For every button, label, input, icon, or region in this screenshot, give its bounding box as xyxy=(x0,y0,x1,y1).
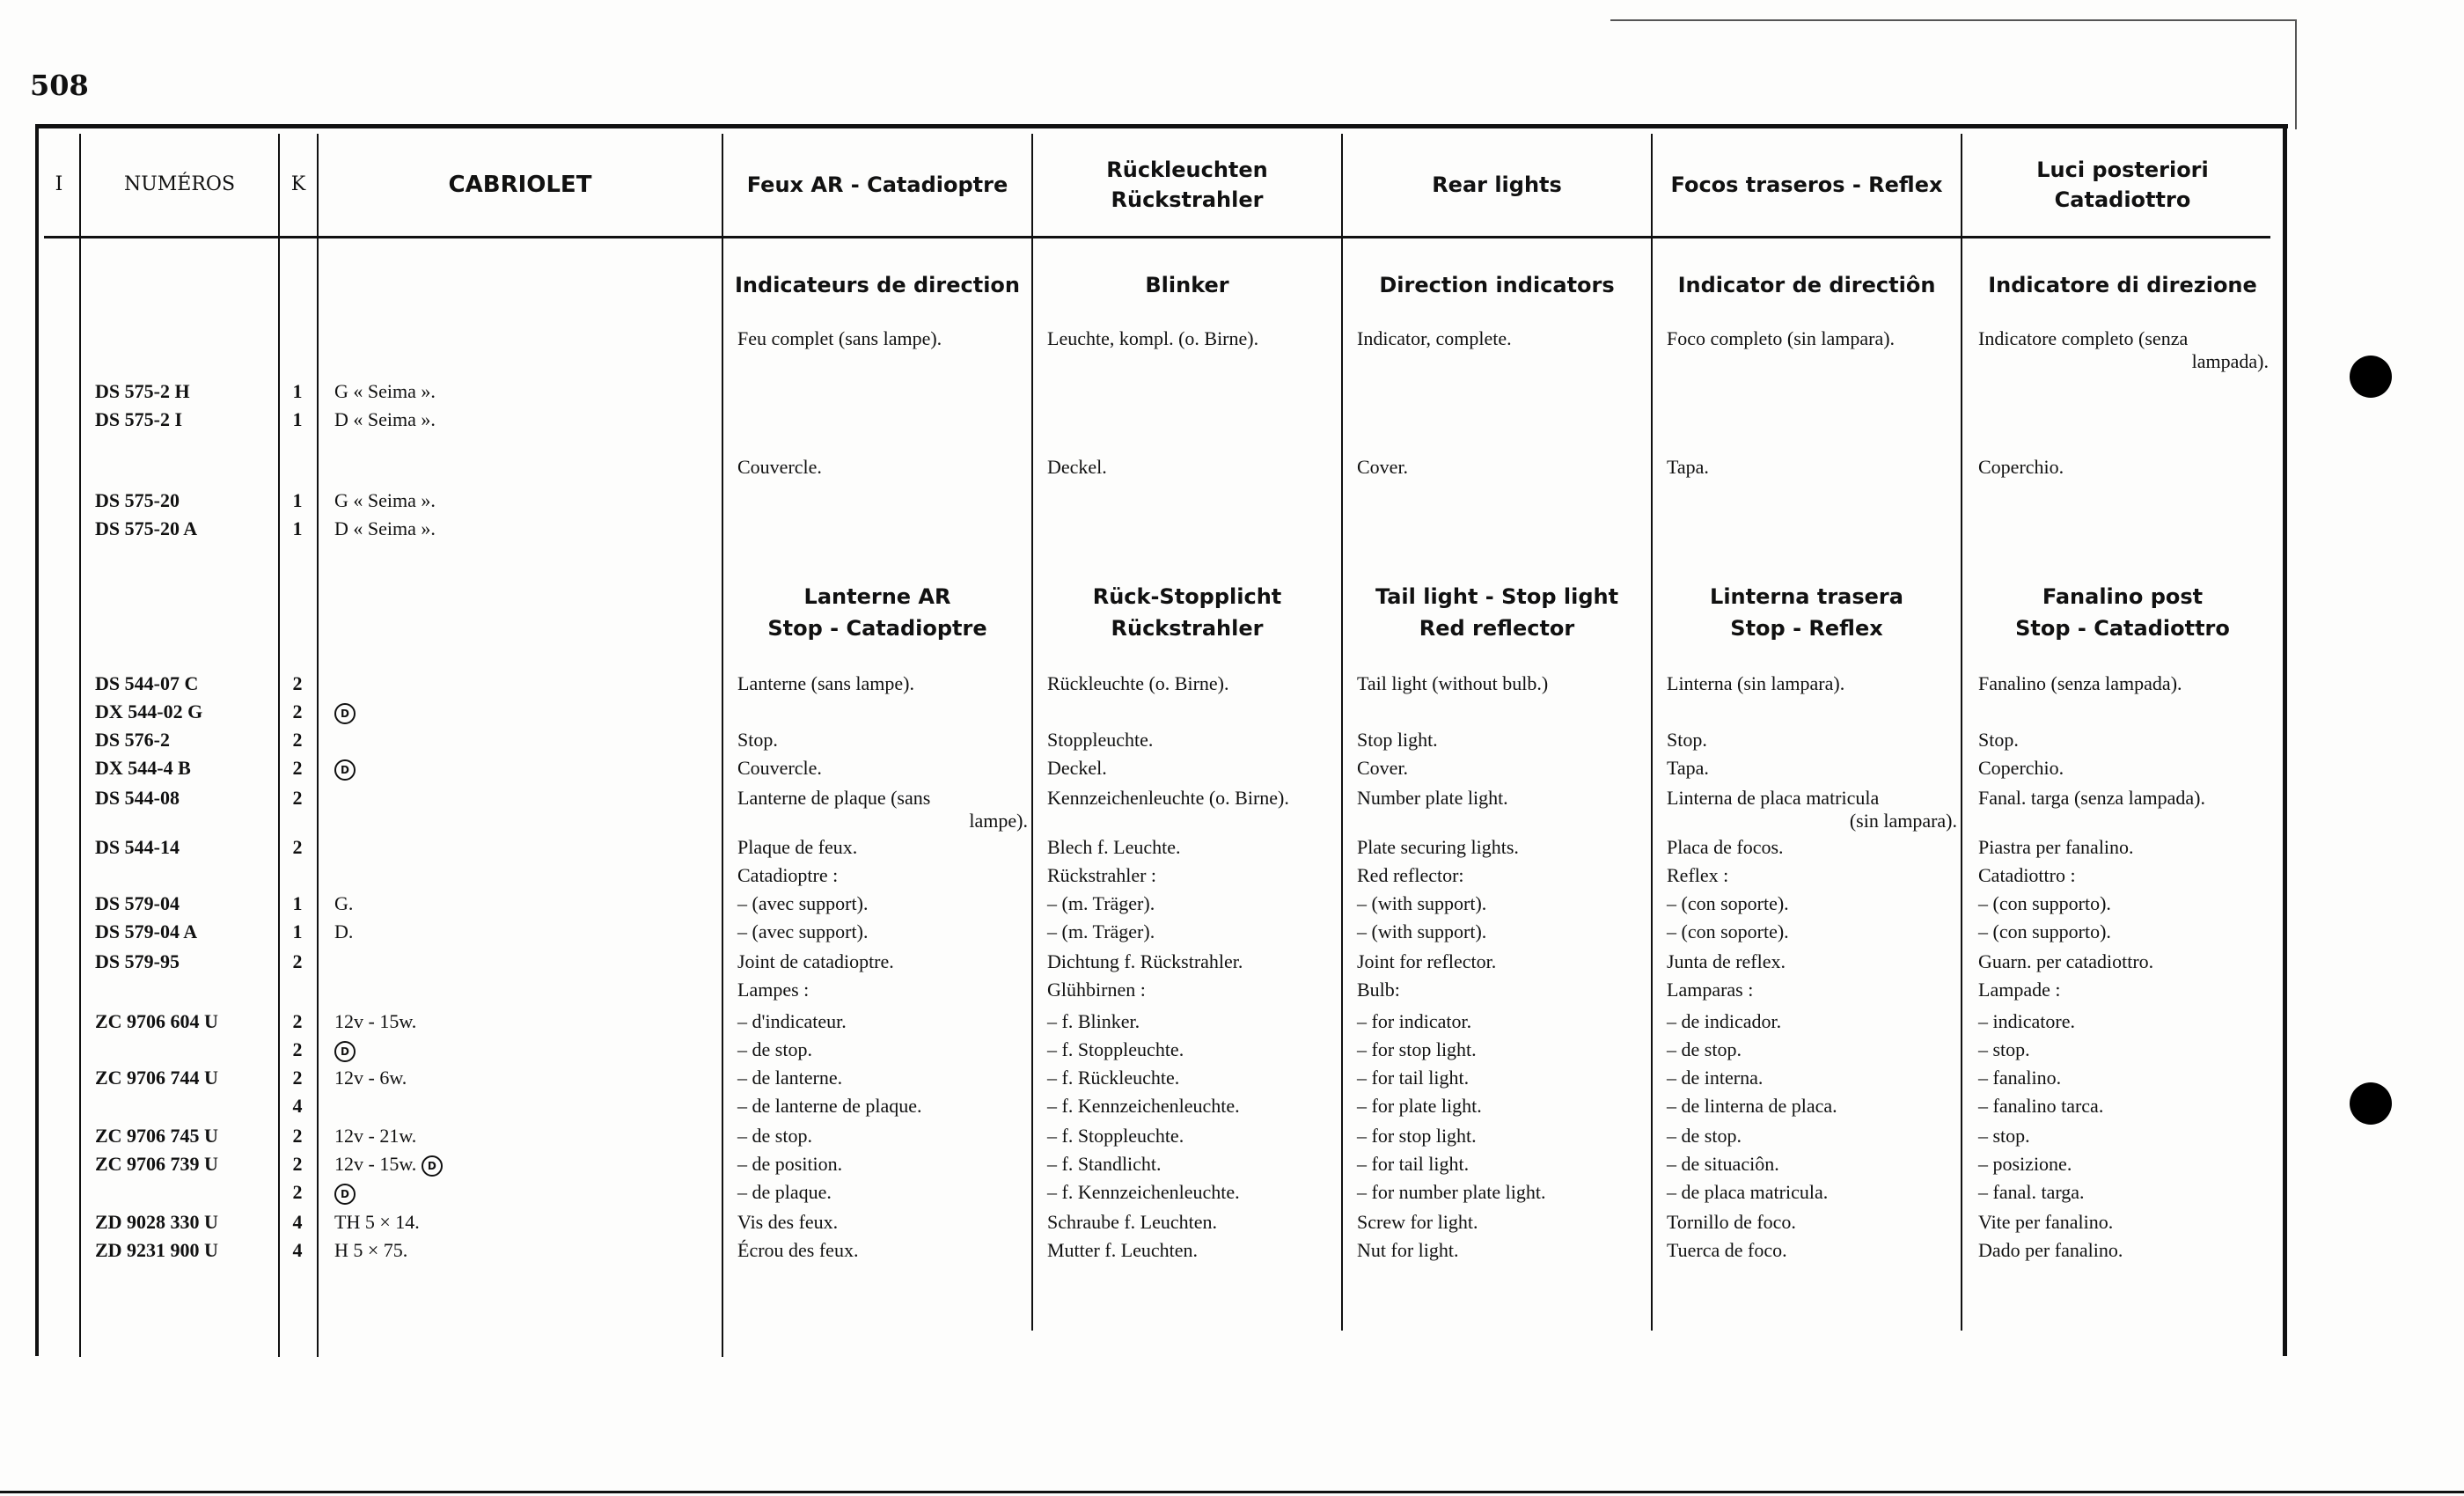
description-es: – de indicador. xyxy=(1667,1010,1782,1032)
cabriolet-spec xyxy=(334,757,356,781)
header-it: Luci posteriori Catadiottro xyxy=(2036,158,2209,212)
cabriolet-spec: TH 5 × 14. xyxy=(334,1211,420,1233)
description-it: – stop. xyxy=(1978,1125,2030,1147)
description-en: Stop light. xyxy=(1357,729,1438,751)
description-fr: – (avec support). xyxy=(737,892,869,914)
description-fr: Feu complet (sans lampe). xyxy=(737,327,942,349)
description-fr: – (avec support). xyxy=(737,920,869,942)
part-number: ZC 9706 604 U xyxy=(95,1010,218,1032)
description-fr: Lanterne de plaque (sans xyxy=(737,787,931,809)
description-it: Coperchio. xyxy=(1978,456,2064,478)
col-sep-5 xyxy=(1031,134,1033,1331)
quantity-k: 2 xyxy=(292,1010,303,1032)
description-es: – de situaciôn. xyxy=(1667,1153,1779,1175)
description-fr: Joint de catadioptre. xyxy=(737,950,894,972)
description-it: Catadiottro : xyxy=(1978,864,2076,886)
quantity-k: 1 xyxy=(292,920,303,942)
col-sep-7 xyxy=(1651,134,1653,1331)
description-it: Stop. xyxy=(1978,729,2019,751)
description-en: – for stop light. xyxy=(1357,1125,1477,1147)
description-fr-cont: lampe). xyxy=(969,810,1028,832)
description-fr: Lampes : xyxy=(737,979,810,1001)
part-number: ZC 9706 745 U xyxy=(95,1125,218,1147)
cabriolet-spec: D « Seima ». xyxy=(334,408,436,430)
part-number: DS 575-20 xyxy=(95,489,180,511)
description-de: Leuchte, kompl. (o. Birne). xyxy=(1047,327,1259,349)
description-es: – de placa matricula. xyxy=(1667,1181,1829,1203)
description-es: – de stop. xyxy=(1667,1038,1742,1060)
section2-en: Tail light - Stop light Red reflector xyxy=(1375,584,1619,641)
cabriolet-spec: 12v - 15w. xyxy=(334,1010,417,1032)
section2-de: Rück-Stopplicht Rückstrahler xyxy=(1092,584,1282,641)
section2-it: Fanalino post Stop - Catadiottro xyxy=(2015,584,2230,641)
description-it: – (con supporto). xyxy=(1978,892,2111,914)
description-it: Vite per fanalino. xyxy=(1978,1211,2114,1233)
d-symbol-icon: D xyxy=(334,759,356,781)
description-es: Tuerca de foco. xyxy=(1667,1239,1787,1261)
description-en: Plate securing lights. xyxy=(1357,836,1519,858)
description-de: Deckel. xyxy=(1047,456,1107,478)
description-de: – f. Stoppleuchte. xyxy=(1047,1125,1184,1147)
header-bottom-border xyxy=(44,236,2270,238)
description-es: Linterna de placa matricula xyxy=(1667,787,1880,809)
description-it: – stop. xyxy=(1978,1038,2030,1060)
description-it: Fanalino (senza lampada). xyxy=(1978,672,2182,694)
part-number: ZD 9028 330 U xyxy=(95,1211,218,1233)
description-en: Tail light (without bulb.) xyxy=(1357,672,1549,694)
cabriolet-spec: G « Seima ». xyxy=(334,380,436,402)
header-es: Focos traseros - Reflex xyxy=(1670,172,1943,197)
section1-de: Blinker xyxy=(1145,273,1229,297)
header-i: I xyxy=(55,173,63,195)
description-es: Foco completo (sin lampara). xyxy=(1667,327,1896,349)
description-en: Cover. xyxy=(1357,757,1409,779)
quantity-k: 2 xyxy=(292,672,303,694)
col-sep-8 xyxy=(1961,134,1962,1331)
header-numeros: NUMÉROS xyxy=(123,173,236,195)
description-es: Tornillo de foco. xyxy=(1667,1211,1796,1233)
description-it: Fanal. targa (senza lampada). xyxy=(1978,787,2205,809)
description-en: Indicator, complete. xyxy=(1357,327,1512,349)
header-cabriolet: CABRIOLET xyxy=(448,172,592,198)
col-sep-1 xyxy=(79,134,81,1357)
description-fr: – de lanterne de plaque. xyxy=(737,1095,922,1117)
quantity-k: 1 xyxy=(292,892,303,914)
description-en: – for indicator. xyxy=(1357,1010,1472,1032)
quantity-k: 2 xyxy=(292,787,303,809)
header-fr: Feux AR - Catadioptre xyxy=(746,172,1008,197)
part-number: DS 544-07 C xyxy=(95,672,199,694)
table-left-border xyxy=(35,124,39,1356)
description-en: – for number plate light. xyxy=(1357,1181,1546,1203)
cabriolet-spec: D. xyxy=(334,920,354,942)
description-es: – de stop. xyxy=(1667,1125,1742,1147)
description-it: – indicatore. xyxy=(1978,1010,2075,1032)
description-fr: Vis des feux. xyxy=(737,1211,839,1233)
page-bottom-line xyxy=(0,1491,2464,1493)
cabriolet-spec xyxy=(334,1038,356,1062)
description-en: – for stop light. xyxy=(1357,1038,1477,1060)
quantity-k: 4 xyxy=(292,1211,303,1233)
section1-fr: Indicateurs de direction xyxy=(735,273,1020,297)
description-es: – de linterna de placa. xyxy=(1667,1095,1837,1117)
description-en: – (with support). xyxy=(1357,892,1487,914)
part-number: DS 544-14 xyxy=(95,836,180,858)
header-de: Rückleuchten Rückstrahler xyxy=(1106,158,1268,212)
description-fr: Stop. xyxy=(737,729,778,751)
description-en: Bulb: xyxy=(1357,979,1400,1001)
description-de: Deckel. xyxy=(1047,757,1107,779)
col-sep-4 xyxy=(722,134,723,1357)
quantity-k: 1 xyxy=(292,408,303,430)
description-es: – (con soporte). xyxy=(1667,892,1789,914)
part-number: ZC 9706 744 U xyxy=(95,1067,218,1089)
description-es: – de interna. xyxy=(1667,1067,1764,1089)
quantity-k: 2 xyxy=(292,836,303,858)
description-de: Stoppleuchte. xyxy=(1047,729,1154,751)
d-symbol-icon: D xyxy=(334,1041,356,1062)
header-en: Rear lights xyxy=(1432,172,1562,197)
description-es: Placa de focos. xyxy=(1667,836,1784,858)
part-number: DS 579-04 xyxy=(95,892,180,914)
quantity-k: 4 xyxy=(292,1095,303,1117)
punch-hole xyxy=(2350,356,2392,398)
part-number: DX 544-4 B xyxy=(95,757,191,779)
description-it-cont: lampada). xyxy=(2191,350,2269,372)
page-number: 508 xyxy=(30,69,89,102)
description-es: Reflex : xyxy=(1667,864,1729,886)
table-top-border xyxy=(35,124,2288,128)
description-de: – f. Rückleuchte. xyxy=(1047,1067,1180,1089)
quantity-k: 2 xyxy=(292,1067,303,1089)
description-en: Red reflector: xyxy=(1357,864,1464,886)
description-en: – for tail light. xyxy=(1357,1067,1470,1089)
section1-it: Indicatore di direzione xyxy=(1988,273,2257,297)
part-number: DS 575-2 I xyxy=(95,408,183,430)
quantity-k: 2 xyxy=(292,950,303,972)
cabriolet-spec: D « Seima ». xyxy=(334,517,436,539)
part-number: ZC 9706 739 U xyxy=(95,1153,218,1175)
cabriolet-spec: 12v - 6w. xyxy=(334,1067,407,1089)
description-it: Guarn. per catadiottro. xyxy=(1978,950,2154,972)
description-fr: Catadioptre : xyxy=(737,864,839,886)
description-fr: Écrou des feux. xyxy=(737,1239,859,1261)
description-it: – (con supporto). xyxy=(1978,920,2111,942)
description-de: – f. Kennzeichenleuchte. xyxy=(1047,1181,1240,1203)
part-number: DX 544-02 G xyxy=(95,700,203,722)
description-de: Rückleuchte (o. Birne). xyxy=(1047,672,1229,694)
description-de: Rückstrahler : xyxy=(1047,864,1157,886)
description-es: Linterna (sin lampara). xyxy=(1667,672,1845,694)
cabriolet-spec: 12v - 21w. xyxy=(334,1125,417,1147)
d-symbol-icon: D xyxy=(334,1184,356,1205)
quantity-k: 2 xyxy=(292,757,303,779)
description-en: Cover. xyxy=(1357,456,1409,478)
part-number: ZD 9231 900 U xyxy=(95,1239,218,1261)
description-it: Indicatore completo (senza xyxy=(1978,327,2189,349)
description-es: Tapa. xyxy=(1667,757,1709,779)
description-de: – f. Blinker. xyxy=(1047,1010,1140,1032)
part-number: DS 579-04 A xyxy=(95,920,198,942)
cabriolet-spec: 12v - 15w. D xyxy=(334,1153,443,1177)
description-en: Nut for light. xyxy=(1357,1239,1459,1261)
section1-es: Indicator de directiôn xyxy=(1677,273,1936,297)
col-sep-3 xyxy=(317,134,319,1357)
description-es-cont: (sin lampara). xyxy=(1849,810,1957,832)
punch-hole xyxy=(2350,1082,2392,1125)
section2-es: Linterna trasera Stop - Reflex xyxy=(1710,584,1903,641)
description-de: – f. Stoppleuchte. xyxy=(1047,1038,1184,1060)
part-number: DS 575-20 A xyxy=(95,517,198,539)
description-en: – (with support). xyxy=(1357,920,1487,942)
quantity-k: 2 xyxy=(292,1125,303,1147)
description-de: Kennzeichenleuchte (o. Birne). xyxy=(1047,787,1289,809)
description-de: – f. Standlicht. xyxy=(1047,1153,1162,1175)
description-de: Schraube f. Leuchten. xyxy=(1047,1211,1218,1233)
quantity-k: 2 xyxy=(292,700,303,722)
part-number: DS 579-95 xyxy=(95,950,180,972)
description-it: – fanalino tarca. xyxy=(1978,1095,2104,1117)
section1-en: Direction indicators xyxy=(1379,273,1615,297)
description-it: – posizione. xyxy=(1978,1153,2072,1175)
d-symbol-icon: D xyxy=(334,703,356,724)
quantity-k: 4 xyxy=(292,1239,303,1261)
description-fr: Plaque de feux. xyxy=(737,836,858,858)
cabriolet-spec: G « Seima ». xyxy=(334,489,436,511)
description-fr: Couvercle. xyxy=(737,757,822,779)
description-es: Stop. xyxy=(1667,729,1707,751)
quantity-k: 2 xyxy=(292,729,303,751)
d-symbol-icon: D xyxy=(422,1155,443,1177)
quantity-k: 1 xyxy=(292,517,303,539)
description-de: Blech f. Leuchte. xyxy=(1047,836,1181,858)
description-fr: – d'indicateur. xyxy=(737,1010,847,1032)
part-number: DS 575-2 H xyxy=(95,380,190,402)
description-it: Piastra per fanalino. xyxy=(1978,836,2134,858)
section2-fr: Lanterne AR Stop - Catadioptre xyxy=(767,584,987,641)
description-fr: – de stop. xyxy=(737,1038,812,1060)
description-fr: – de lanterne. xyxy=(737,1067,843,1089)
top-scan-line xyxy=(1610,19,2297,21)
part-number: DS 544-08 xyxy=(95,787,180,809)
description-fr: – de position. xyxy=(737,1153,843,1175)
description-es: Tapa. xyxy=(1667,456,1709,478)
description-en: Screw for light. xyxy=(1357,1211,1478,1233)
description-en: – for plate light. xyxy=(1357,1095,1482,1117)
description-fr: Lanterne (sans lampe). xyxy=(737,672,914,694)
cabriolet-spec xyxy=(334,1181,356,1205)
description-it: Lampade : xyxy=(1978,979,2061,1001)
description-fr: – de stop. xyxy=(737,1125,812,1147)
description-de: – f. Kennzeichenleuchte. xyxy=(1047,1095,1240,1117)
description-en: – for tail light. xyxy=(1357,1153,1470,1175)
quantity-k: 1 xyxy=(292,380,303,402)
description-it: Dado per fanalino. xyxy=(1978,1239,2123,1261)
header-k: K xyxy=(290,173,306,195)
description-fr: – de plaque. xyxy=(737,1181,832,1203)
description-de: Glühbirnen : xyxy=(1047,979,1146,1001)
description-de: – (m. Träger). xyxy=(1047,920,1155,942)
description-it: Coperchio. xyxy=(1978,757,2064,779)
right-scan-line xyxy=(2295,19,2297,129)
description-it: – fanal. targa. xyxy=(1978,1181,2085,1203)
description-fr: Couvercle. xyxy=(737,456,822,478)
quantity-k: 1 xyxy=(292,489,303,511)
description-it: – fanalino. xyxy=(1978,1067,2062,1089)
quantity-k: 2 xyxy=(292,1181,303,1203)
quantity-k: 2 xyxy=(292,1038,303,1060)
quantity-k: 2 xyxy=(292,1153,303,1175)
cabriolet-spec: G. xyxy=(334,892,354,914)
description-es: Lamparas : xyxy=(1667,979,1754,1001)
description-de: Mutter f. Leuchten. xyxy=(1047,1239,1199,1261)
description-es: Junta de reflex. xyxy=(1667,950,1786,972)
description-en: Joint for reflector. xyxy=(1357,950,1497,972)
col-sep-6 xyxy=(1341,134,1343,1331)
part-number: DS 576-2 xyxy=(95,729,170,751)
description-es: – (con soporte). xyxy=(1667,920,1789,942)
cabriolet-spec xyxy=(334,700,356,724)
cabriolet-spec: H 5 × 75. xyxy=(334,1239,408,1261)
description-en: Number plate light. xyxy=(1357,787,1508,809)
table-right-border xyxy=(2283,124,2287,1356)
description-de: Dichtung f. Rückstrahler. xyxy=(1047,950,1243,972)
description-de: – (m. Träger). xyxy=(1047,892,1155,914)
